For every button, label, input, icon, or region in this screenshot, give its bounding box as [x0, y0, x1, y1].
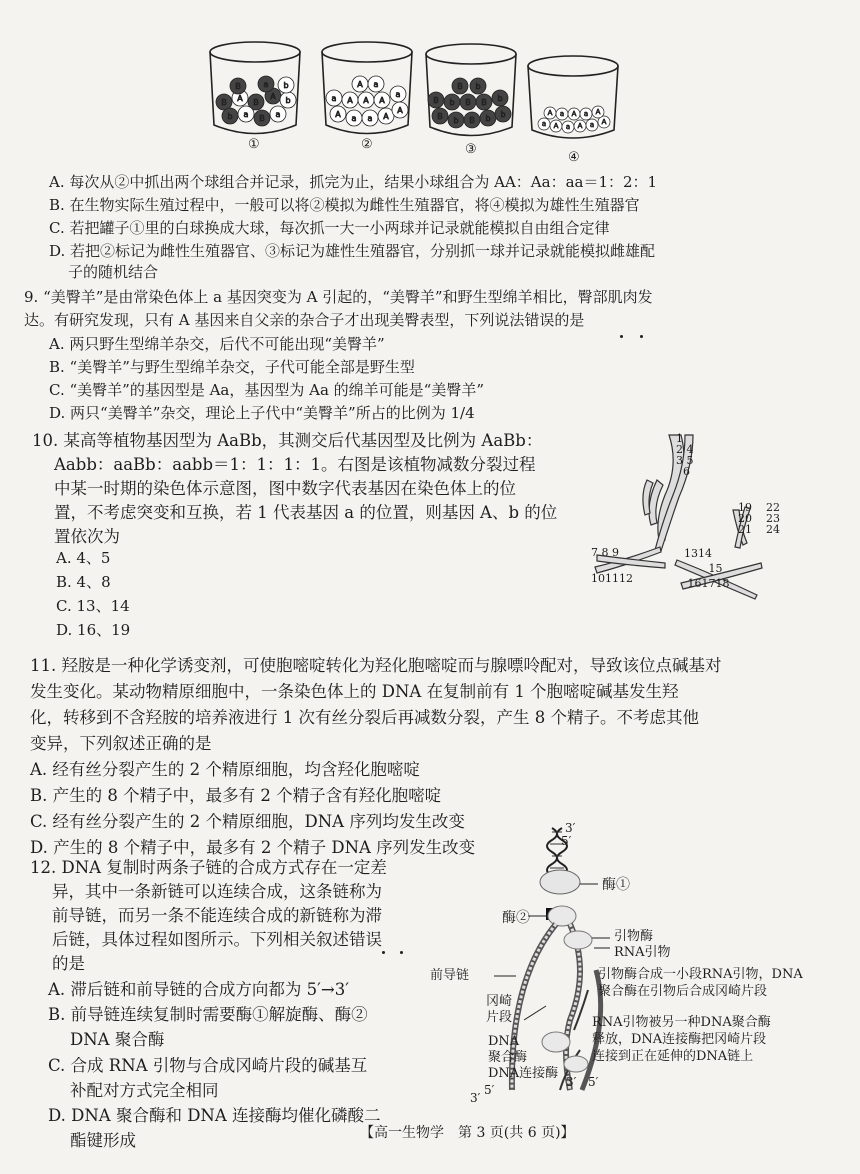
q8-option-a: A. 每次从②中抓出两个球组合并记录，抓完为止，结果小球组合为 AA：Aa：aa＝1：2：1: [49, 173, 658, 191]
svg-text:A: A: [347, 96, 353, 105]
gene-19: 19: [738, 501, 752, 514]
svg-text:b: b: [485, 114, 491, 123]
chromosome-gene-labels-left: [591, 540, 633, 592]
q12-stem-4: 后链，具体过程如图所示。下列相关叙述错误: [52, 930, 382, 949]
q11-option-c: C. 经有丝分裂产生的 2 个精原细胞，DNA 序列均发生改变: [30, 812, 465, 831]
gene-18: 18: [715, 577, 730, 590]
svg-text:a: a: [351, 114, 357, 123]
svg-text:A: A: [601, 118, 607, 126]
svg-text:A: A: [270, 92, 276, 101]
svg-text:b: b: [453, 116, 459, 125]
svg-text:A: A: [397, 106, 403, 115]
dna-polymerase-label-2: 聚合酶: [488, 1050, 528, 1065]
gene-13: 13: [684, 547, 698, 560]
q12-option-d-cont: 酯键形成: [70, 1131, 136, 1150]
q9-option-b: B. “美臀羊”与野生型绵羊杂交，子代可能全部是野生型: [49, 358, 415, 376]
emphasis-dot: [382, 951, 385, 954]
okazaki-label-1: 冈崎: [486, 994, 513, 1009]
svg-text:A: A: [571, 110, 577, 118]
svg-text:a: a: [373, 80, 379, 89]
jar-label-2: ②: [361, 137, 373, 152]
gene-15: 15: [708, 562, 723, 575]
jar-label-1: ①: [248, 137, 260, 152]
q9-stem: 9. “美臀羊”是由常染色体上 a 基因突变为 A 引起的，“美臀羊”和野生型绵羊相比，臀部肌肉发: [24, 288, 653, 306]
svg-text:B: B: [437, 112, 443, 121]
gene-17: 17: [701, 577, 716, 590]
q12-stem-3: 前导链，而另一条不能连续合成的新链称为滞: [52, 906, 382, 925]
svg-text:a: a: [583, 110, 589, 118]
gene-23: 23: [766, 512, 780, 525]
q10-stem-4: 置，不考虑突变和互换，若 1 代表基因 a 的位置，则基因 A、b 的位: [54, 503, 558, 522]
svg-text:B: B: [465, 98, 471, 107]
gene-3: 3: [676, 454, 683, 467]
svg-text:A: A: [553, 122, 559, 130]
svg-text:a: a: [367, 114, 373, 123]
gene-16: 16: [687, 577, 702, 590]
svg-text:a: a: [541, 120, 547, 128]
q10-stem-2: Aabb：aaBb：aabb＝1：1：1：1。右图是该植物减数分裂过程: [54, 455, 536, 474]
svg-text:b: b: [449, 98, 455, 107]
q11-stem: 11. 羟胺是一种化学诱变剂，可使胞嘧啶转化为羟化胞嘧啶而与腺嘌呤配对，导致该位点碱基对: [30, 656, 722, 675]
gene-9: 9: [612, 546, 619, 559]
emphasis-dot: [640, 335, 643, 338]
dna-ligase-label: DNA连接酶: [488, 1066, 559, 1081]
svg-text:a: a: [559, 110, 565, 118]
svg-text:B: B: [469, 116, 475, 125]
q11-stem-3: 化，转移到不含羟胺的培养液进行 1 次有丝分裂后再减数分裂，产生 8 个精子。不考虑其他: [30, 708, 699, 727]
svg-text:A: A: [335, 110, 341, 119]
q12-option-d: D. DNA 聚合酶和 DNA 连接酶均催化磷酸二: [48, 1106, 381, 1125]
q8-option-b: B. 在生物实际生殖过程中，一般可以将②模拟为雌性生殖器官，将④模拟为雄性生殖器官: [49, 196, 640, 214]
svg-text:B: B: [433, 96, 439, 105]
svg-text:B: B: [221, 98, 227, 107]
leading-strand-label: 前导链: [430, 968, 470, 983]
gene-5: 5: [686, 454, 694, 467]
svg-text:B: B: [235, 82, 241, 91]
svg-text:a: a: [331, 94, 337, 103]
q8-option-d: D. 若把②标记为雌性生殖器官、③标记为雄性生殖器官，分别抓一球并记录就能模拟雌雄配: [49, 242, 656, 260]
jars-figure: [200, 30, 630, 175]
q12-stem-5: 的是: [52, 954, 85, 973]
gene-21: 21: [738, 523, 752, 536]
gene-20: 20: [738, 512, 752, 525]
q10-option-b: B. 4、8: [56, 573, 111, 591]
svg-text:A: A: [383, 112, 389, 121]
svg-text:B: B: [259, 114, 265, 123]
gene-14: 14: [698, 547, 712, 560]
q9-option-a: A. 两只野生型绵羊杂交，后代不可能出现“美臀羊”: [49, 335, 385, 353]
chromosome-gene-labels-right: [738, 502, 780, 535]
q10-option-d: D. 16、19: [56, 621, 131, 639]
svg-text:A: A: [379, 96, 385, 105]
gene-10: 10: [591, 572, 605, 585]
svg-text:A: A: [237, 94, 243, 103]
svg-text:b: b: [500, 110, 506, 119]
q11-option-d: D. 产生的 8 个精子中，最多有 2 个精子 DNA 序列发生改变: [30, 838, 476, 857]
enzyme-1-label: 酶①: [602, 877, 630, 893]
gene-4: 4: [686, 443, 694, 456]
gene-6: 6: [683, 465, 690, 478]
q12-option-c-cont: 补配对方式完全相同: [70, 1081, 219, 1100]
q10-stem-3: 中某一时期的染色体示意图，图中数字代表基因在染色体上的位: [54, 479, 516, 498]
svg-text:A: A: [577, 122, 583, 130]
gene-24: 24: [766, 523, 780, 536]
dna-polymerase-label-1: DNA: [488, 1034, 520, 1049]
q12-option-a: A. 滞后链和前导链的合成方向都为 5′→3′: [48, 980, 349, 999]
svg-text:A: A: [547, 109, 553, 117]
svg-text:b: b: [283, 81, 289, 90]
gene-7: 7: [591, 546, 598, 559]
ligase-note-3: 连接到正在延伸的DNA链上: [592, 1049, 754, 1064]
rna-primer-label: RNA引物: [614, 945, 671, 960]
gene-12: 12: [619, 572, 633, 585]
svg-text:a: a: [565, 123, 571, 131]
primase-label: 引物酶: [614, 929, 654, 944]
svg-text:A: A: [595, 108, 601, 116]
dna-fig-3prime-bottom-left: 3′: [470, 1091, 481, 1105]
q12-stem: 12. DNA 复制时两条子链的合成方式存在一定差: [30, 858, 387, 877]
emphasis-dot: [620, 335, 623, 338]
q10-option-a: A. 4、5: [56, 549, 111, 567]
gene-2: 2: [676, 443, 683, 456]
svg-text:B: B: [481, 98, 487, 107]
gene-11: 11: [605, 572, 619, 585]
jar-label-4: ④: [568, 150, 580, 165]
dna-fig-5prime-top: 5′: [561, 834, 572, 848]
dna-fig-3prime-bottom-right: 3′: [566, 1075, 577, 1089]
svg-text:A: A: [363, 96, 369, 105]
page-footer: 【高一生物学 第 3 页(共 6 页)】: [360, 1125, 575, 1141]
svg-text:b: b: [475, 82, 481, 91]
enzyme-2-label: 酶②: [502, 910, 530, 926]
svg-text:a: a: [263, 80, 269, 89]
emphasis-dot: [400, 951, 403, 954]
chromosome-gene-labels-bottom: [684, 546, 730, 591]
q11-stem-4: 变异，下列叙述正确的是: [30, 734, 212, 753]
q10-stem-5: 置依次为: [54, 527, 120, 546]
svg-text:a: a: [589, 121, 595, 129]
chromosome-gene-labels-top: [676, 433, 694, 477]
gene-22: 22: [766, 501, 780, 514]
dna-fig-5prime-bottom-right: 5′: [588, 1075, 599, 1089]
q9-option-c: C. “美臀羊”的基因型是 Aa，基因型为 Aa 的绵羊可能是“美臀羊”: [49, 381, 485, 399]
q11-stem-2: 发生变化。某动物精原细胞中，一条染色体上的 DNA 在复制前有 1 个胞嘧啶碱基发生羟: [30, 682, 679, 701]
primase-note-1: 引物酶合成一小段RNA引物，DNA: [598, 967, 803, 982]
svg-text:a: a: [275, 110, 281, 119]
q8-option-d-cont: 子的随机结合: [68, 263, 159, 281]
q12-option-c: C. 合成 RNA 引物与合成冈崎片段的碱基互: [48, 1056, 368, 1075]
svg-text:b: b: [285, 96, 291, 105]
q10-option-c: C. 13、14: [56, 597, 130, 615]
svg-text:b: b: [497, 94, 503, 103]
q9-stem-cont: 达。有研究发现，只有 A 基因来自父亲的杂合子才出现美臀表型，下列说法错误的是: [24, 311, 585, 329]
okazaki-label-2: 片段: [486, 1010, 513, 1025]
svg-text:B: B: [457, 82, 463, 91]
q12-option-b: B. 前导链连续复制时需要酶①解旋酶、酶②: [48, 1005, 368, 1024]
svg-text:A: A: [357, 80, 363, 89]
q11-option-b: B. 产生的 8 个精子中，最多有 2 个精子含有羟化胞嘧啶: [30, 786, 442, 805]
q12-option-b-cont: DNA 聚合酶: [70, 1030, 165, 1049]
svg-text:a: a: [395, 90, 401, 99]
q9-option-d: D. 两只“美臀羊”杂交，理论上子代中“美臀羊”所占的比例为 1/4: [49, 404, 475, 422]
gene-8: 8: [601, 546, 609, 559]
primase-note-2: 聚合酶在引物后合成冈崎片段: [598, 984, 768, 999]
q8-option-c: C. 若把罐子①里的白球换成大球，每次抓一大一小两球并记录就能模拟自由组合定律: [49, 219, 610, 237]
svg-text:B: B: [253, 98, 259, 107]
dna-fig-5prime-bottom-left: 5′: [484, 1083, 495, 1097]
svg-text:b: b: [227, 112, 233, 121]
q10-stem: 10. 某高等植物基因型为 AaBb，其测交后代基因型及比例为 AaBb：: [32, 431, 543, 450]
dna-fig-3prime-top: 3′: [565, 821, 576, 835]
ligase-note-1: RNA引物被另一种DNA聚合酶: [592, 1015, 771, 1030]
q11-option-a: A. 经有丝分裂产生的 2 个精原细胞，均含羟化胞嘧啶: [30, 760, 420, 779]
gene-1: 1: [676, 432, 683, 445]
jar-label-3: ③: [465, 142, 477, 157]
ligase-note-2: 释放，DNA连接酶把冈崎片段: [592, 1032, 767, 1047]
svg-text:a: a: [243, 110, 249, 119]
q12-stem-2: 异，其中一条新链可以连续合成，这条链称为: [52, 882, 382, 901]
